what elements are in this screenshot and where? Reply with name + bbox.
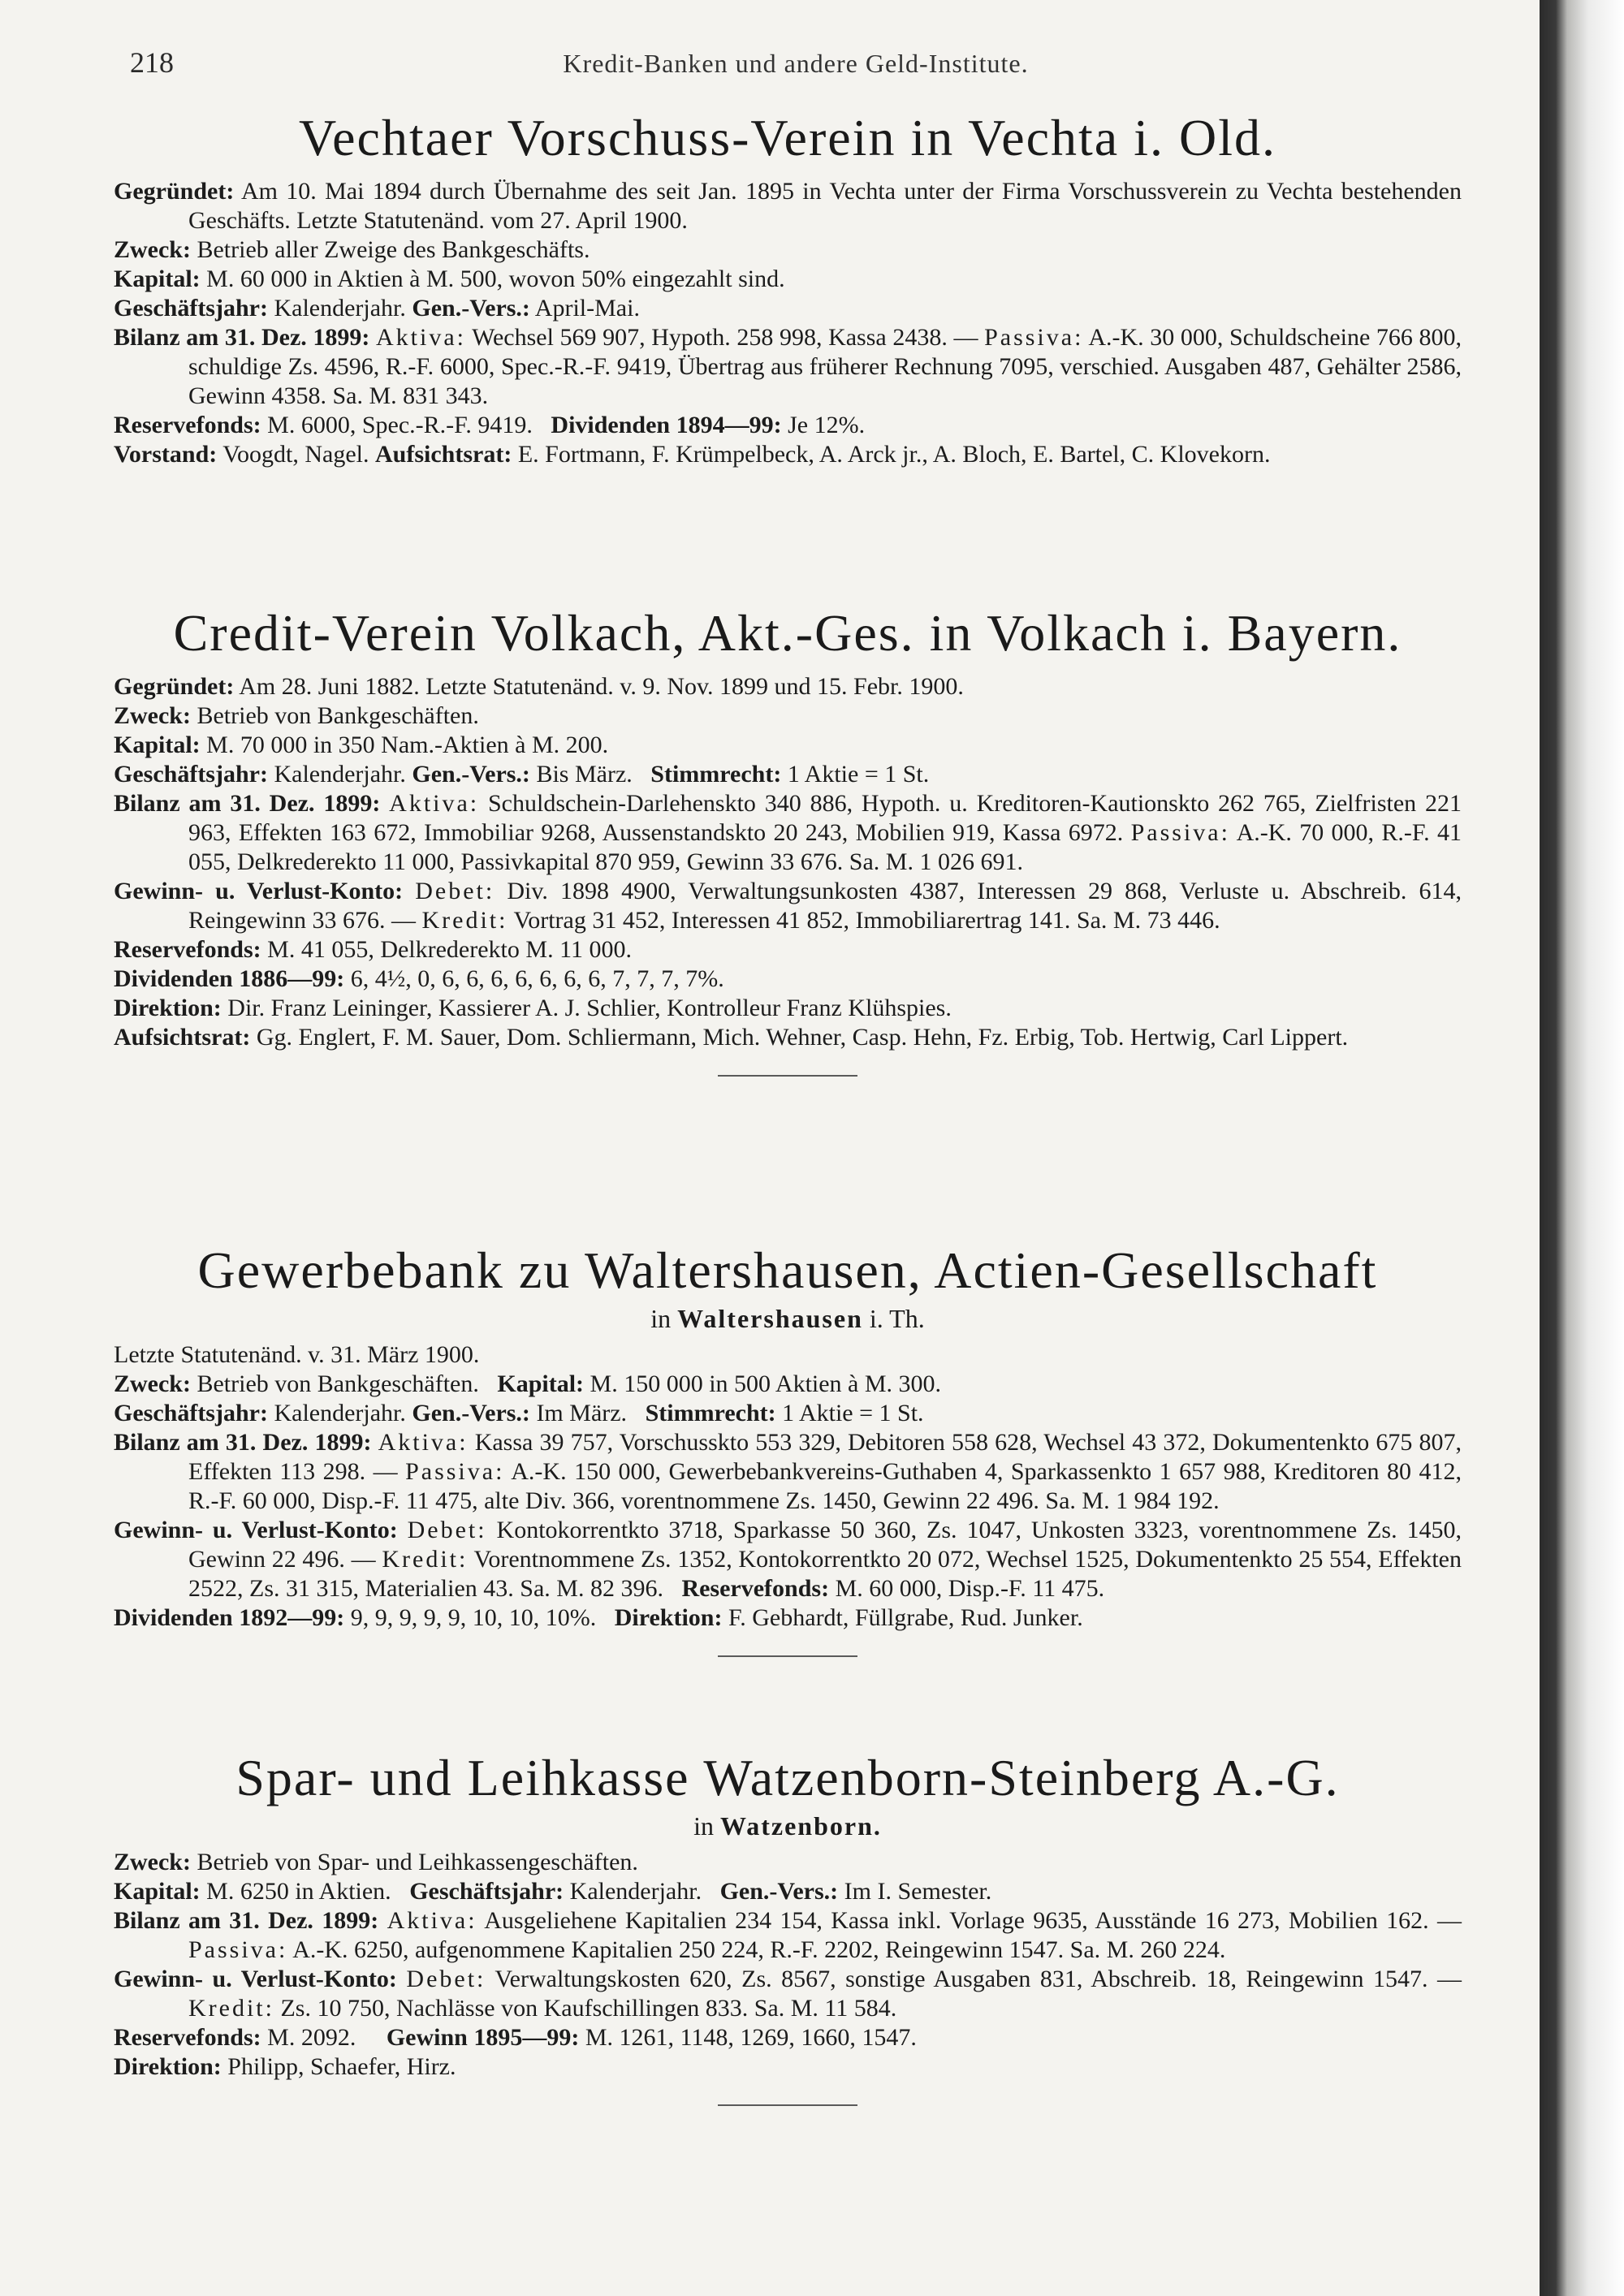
management-line: Direktion: Dir. Franz Leininger, Kassierer A. J. Schlier, Kontrolleur Franz Klühspies. [114, 995, 952, 1021]
separator-rule [718, 1655, 857, 1657]
entry-title: Spar- und Leihkasse Watzenborn-Steinberg A.-G. [235, 1749, 1340, 1806]
entry-volkach [114, 601, 1462, 1077]
purpose-line: Zweck: Betrieb von Bankgeschäften. [114, 702, 479, 729]
entry-location: in Watzenborn. [693, 1811, 882, 1841]
capital-line: Kapital: M. 70 000 in 350 Nam.-Aktien à M. 200. [114, 732, 609, 758]
entry-vechta [114, 106, 1462, 469]
reserve-line: Reservefonds: M. 6000, Spec.-R.-F. 9419. Dividenden 1894—99: Je 12%. [114, 412, 866, 438]
balance-line: Bilanz am 31. Dez. 1899: Aktiva: Wechsel 569 907, Hypoth. 258 998, Kassa 2438. — Passiva: A.-K. 30 000, Schuldscheine 766 800, schuldige Zs. 4596, R.-F. 6000, Spec.-R.-F. 9419, Übertrag aus früherer Rechnung 7095, verschied. Ausgaben 487, Gehälter 2586, Gewinn 4358. Sa. M. 831 343. [114, 324, 1462, 409]
running-title: Kredit-Banken und andere Geld-Institute. [563, 49, 1029, 78]
management-line: Direktion: Philipp, Schaefer, Hirz. [114, 2053, 456, 2080]
balance-line: Bilanz am 31. Dez. 1899: Aktiva: Schuldschein-Darlehenskto 340 886, Hypoth. u. Kreditoren-Kautionskto 262 765, Zielfristen 221 963, Effekten 163 672, Immobiliar 9268, Aussenstandskto 20 243, Mobilien 919, Kassa 6972. Passiva: A.-K. 70 000, R.-F. 41 055, Delkrederekto 11 000, Passivkapital 870 959, Gewinn 33 676. Sa. M. 1 026 691. [114, 790, 1462, 875]
profit-loss-line: Gewinn- u. Verlust-Konto: Debet: Kontokorrentkto 3718, Sparkasse 50 360, Zs. 1047, Unkosten 3323, vorentnommene Zs. 1450, Gewinn 22 496. — Kredit: Vorentnommene Zs. 1352, Kontokorrentkto 20 072, Wechsel 1525, Dokumentenkto 25 554, Effekten 2522, Zs. 31 315, Materialien 43. Sa. M. 82 396. Reservefonds: M. 60 000, Disp.-F. 11 475. [114, 1517, 1462, 1602]
entry-title: Vechtaer Vorschuss-Verein in Vechta i. Old. [299, 109, 1276, 166]
balance-line: Bilanz am 31. Dez. 1899: Aktiva: Ausgeliehene Kapitalien 234 154, Kassa inkl. Vorlage 9635, Ausstände 16 273, Mobilien 162. — Passiva: A.-K. 6250, aufgenommene Kapitalien 250 224, R.-F. 2202, Reingewinn 1547. Sa. M. 260 224. [114, 1907, 1462, 1963]
reserve-line: Reservefonds: M. 41 055, Delkrederekto M. 11 000. [114, 936, 632, 963]
founded-line: Gegründet: Am 28. Juni 1882. Letzte Statutenänd. v. 9. Nov. 1899 und 15. Febr. 1900. [114, 673, 964, 700]
entry-waltershausen [114, 1238, 1462, 1657]
reserve-line: Reservefonds: M. 2092. Gewinn 1895—99: M. 1261, 1148, 1269, 1660, 1547. [114, 2024, 917, 2051]
entry-title: Credit-Verein Volkach, Akt.-Ges. in Volkach i. Bayern. [173, 604, 1402, 662]
scan-shadow-edge [1540, 0, 1624, 2296]
purpose-line: Zweck: Betrieb von Bankgeschäften. Kapital: M. 150 000 in 500 Aktien à M. 300. [114, 1370, 942, 1397]
separator-rule [718, 2104, 857, 2106]
statutes-line: Letzte Statutenänd. v. 31. März 1900. [114, 1341, 480, 1368]
dividend-line: Dividenden 1892—99: 9, 9, 9, 9, 9, 10, 10, 10%. Direktion: F. Gebhardt, Füllgrabe, Rud. Junker. [114, 1604, 1083, 1631]
fiscal-year-line: Geschäftsjahr: Kalenderjahr. Gen.-Vers.: Bis März. Stimmrecht: 1 Aktie = 1 St. [114, 761, 930, 788]
profit-loss-line: Gewinn- u. Verlust-Konto: Debet: Verwaltungskosten 620, Zs. 8567, sonstige Ausgaben 831, Abschreib. 18, Reingewinn 1547. — Kredit: Zs. 10 750, Nachlässe von Kaufschillingen 833. Sa. M. 11 584. [114, 1966, 1462, 2022]
entry-location: in Waltershausen i. Th. [650, 1304, 925, 1333]
entry-watzenborn [114, 1746, 1462, 2106]
separator-rule [718, 1075, 857, 1077]
capital-line: Kapital: M. 6250 in Aktien. Geschäftsjahr: Kalenderjahr. Gen.-Vers.: Im I. Semester. [114, 1878, 992, 1905]
purpose-line: Zweck: Betrieb aller Zweige des Bankgeschäfts. [114, 236, 590, 263]
fiscal-year-line: Geschäftsjahr: Kalenderjahr. Gen.-Vers.: April-Mai. [114, 295, 640, 322]
fiscal-year-line: Geschäftsjahr: Kalenderjahr. Gen.-Vers.: Im März. Stimmrecht: 1 Aktie = 1 St. [114, 1400, 924, 1426]
page-number: 218 [130, 46, 174, 79]
running-header [130, 45, 1462, 78]
profit-loss-line: Gewinn- u. Verlust-Konto: Debet: Div. 1898 4900, Verwaltungsunkosten 4387, Interessen 29 868, Verluste u. Abschreib. 614, Reingewinn 33 676. — Kredit: Vortrag 31 452, Interessen 41 852, Immobiliarertrag 141. Sa. M. 73 446. [114, 878, 1462, 934]
purpose-line: Zweck: Betrieb von Spar- und Leihkassengeschäften. [114, 1849, 638, 1875]
capital-line: Kapital: M. 60 000 in Aktien à M. 500, wovon 50% eingezahlt sind. [114, 265, 785, 292]
board-line: Vorstand: Voogdt, Nagel. Aufsichtsrat: E. Fortmann, F. Krümpelbeck, A. Arck jr., A. Bloch, E. Bartel, C. Klovekorn. [114, 441, 1271, 468]
board-line: Aufsichtsrat: Gg. Englert, F. M. Sauer, Dom. Schliermann, Mich. Wehner, Casp. Hehn, Fz. Erbig, Tob. Hertwig, Carl Lippert. [114, 1024, 1349, 1051]
dividend-line: Dividenden 1886—99: 6, 4½, 0, 6, 6, 6, 6, 6, 6, 6, 7, 7, 7, 7%. [114, 965, 724, 992]
balance-line: Bilanz am 31. Dez. 1899: Aktiva: Kassa 39 757, Vorschusskto 553 329, Debitoren 558 628, Wechsel 43 372, Dokumentenkto 675 807, Effekten 113 298. — Passiva: A.-K. 150 000, Gewerbebankvereins-Guthaben 4, Sparkassenkto 1 657 988, Kreditoren 80 412, R.-F. 60 000, Disp.-F. 11 475, alte Div. 366, vorentnommene Zs. 1450, Gewinn 22 496. Sa. M. 1 984 192. [114, 1429, 1462, 1514]
founded-line: Gegründet: Am 10. Mai 1894 durch Übernahme des seit Jan. 1895 in Vechta unter der Firma Vorschussverein zu Vechta bestehenden Geschäfts. Letzte Statutenänd. vom 27. April 1900. [114, 178, 1462, 234]
entry-title: Gewerbebank zu Waltershausen, Actien-Gesellschaft [197, 1241, 1378, 1299]
